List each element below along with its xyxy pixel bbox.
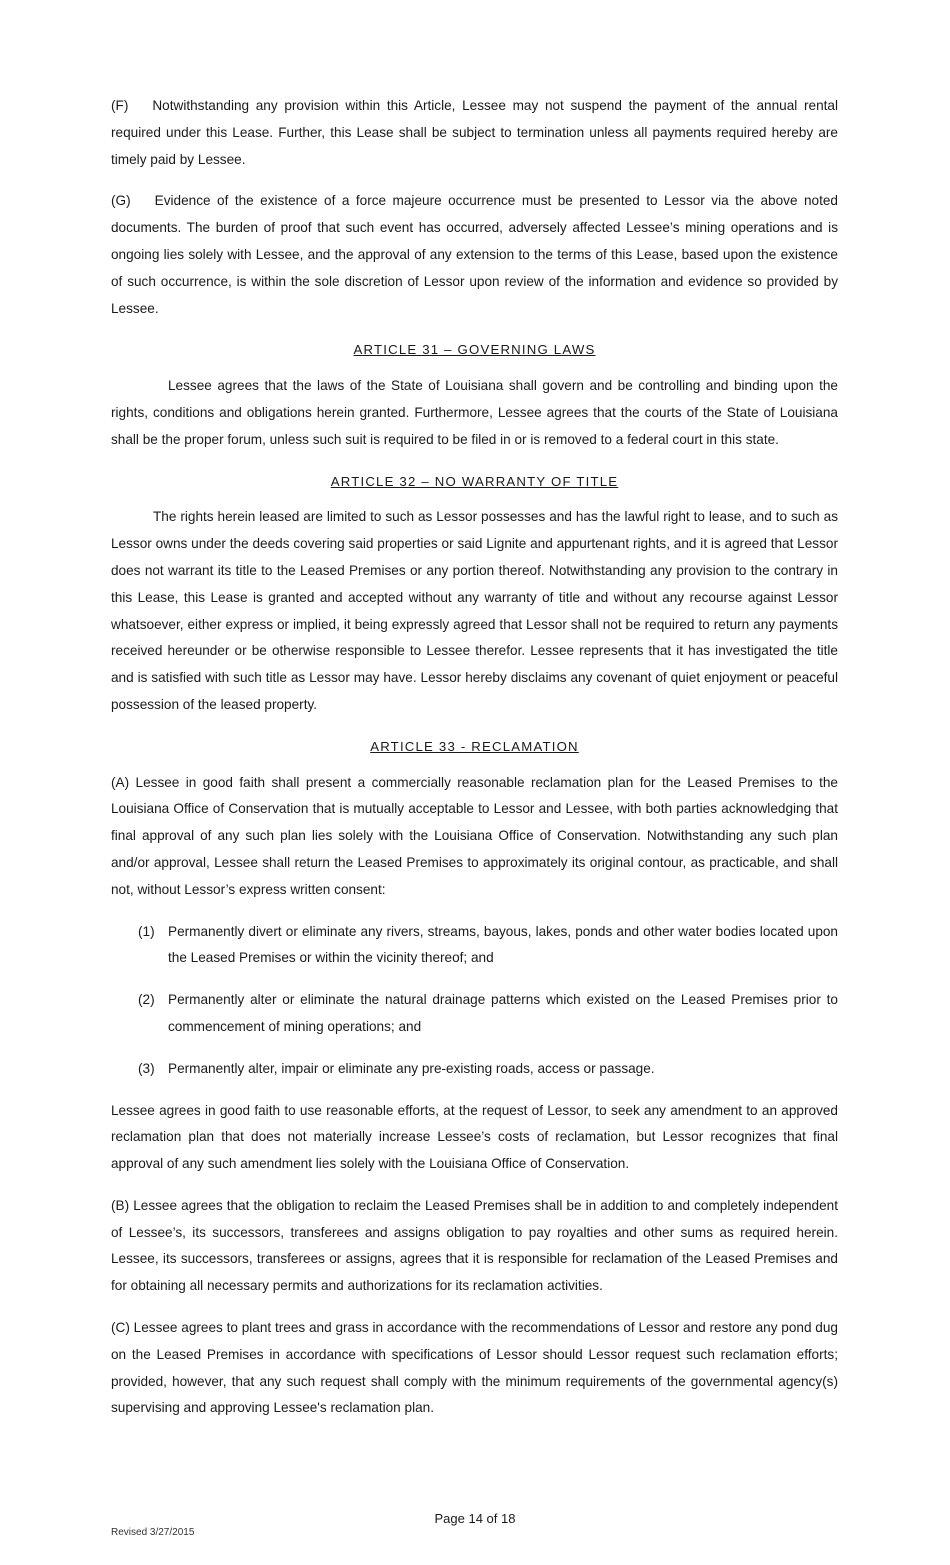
- list-item-number: (2): [138, 992, 155, 1008]
- paragraph-g: [111, 188, 838, 322]
- list-item-text: Permanently alter or eliminate the natural drainage patterns which existed on the Leased Premises prior to commencement of mining operations; and: [168, 992, 838, 1034]
- list-item: [138, 919, 838, 973]
- article-31-heading: ARTICLE 31 – GOVERNING LAWS: [353, 342, 596, 358]
- article-32-heading: ARTICLE 32 – NO WARRANTY OF TITLE: [330, 473, 619, 489]
- list-item-text: Permanently divert or eliminate any rivers, streams, bayous, lakes, ponds and other water bodies located upon the Leased Premises or within the vicinity thereof; and: [168, 923, 838, 966]
- list-item: [138, 987, 838, 1041]
- list-item-number: (1): [138, 923, 155, 939]
- paragraph-g-text: Evidence of the existence of a force majeure occurrence must be presented to Lessor via the above noted documents. The burden of proof that such event has occurred, adversely affected Lessee’s mining operations and is ongoing lies solely with Lessee, and the approval of any extension to the terms of this Lease, based upon the existence of such occurrence, is within the sole discretion of Lessor upon review of the information and evidence so provided by Lessee.: [111, 193, 838, 316]
- list-item: [138, 1056, 838, 1083]
- document-body: [111, 93, 838, 1437]
- paragraph-f: [111, 93, 838, 173]
- paragraph-f-label: (F): [111, 98, 129, 113]
- article-31-text: Lessee agrees that the laws of the State of Louisiana shall govern and be controlling and binding upon the rights, conditions and obligations herein granted. Furthermore, Lessee agrees that the courts of the State of Louisiana shall be the proper forum, unless such suit is required to be filed in or is removed to a federal court in this state.: [111, 378, 838, 447]
- article-33-heading: ARTICLE 33 - RECLAMATION: [370, 738, 579, 754]
- paragraph-f-text: Notwithstanding any provision within this Article, Lessee may not suspend the payment of the annual rental required under this Lease. Further, this Lease shall be subject to termination unless all payments required hereby are timely paid by Lessee.: [111, 98, 838, 167]
- page-number: Page 14 of 18: [434, 1511, 516, 1526]
- article-33-amendment-paragraph: Lessee agrees in good faith to use reasonable efforts, at the request of Lessor, to seek any amendment to an approved reclamation plan that does not materially increase Lessee’s costs of reclamation, but Lessor recognizes that final approval of any such amendment lies solely with the Louisiana Office of Conservation.: [111, 1102, 838, 1172]
- article-32-text: The rights herein leased are limited to such as Lessor possesses and has the lawful right to lease, and to such as Lessor owns under the deeds covering said properties or said Lignite and appurtenant rights, and it is agreed that Lessor does not warrant its title to the Leased Premises or any portion thereof. Notwithstanding any provision to the contrary in this Lease, this Lease is granted and accepted without any warranty of title and without any recourse against Lessor whatsoever, either express or implied, it being expressly agreed that Lessor shall not be required to return any payments received hereunder or be otherwise responsible to Lessee therefor. Lessee represents that it has investigated the title and is satisfied with such title as Lessor may have. Lessor hereby disclaims any covenant of quiet enjoyment or peaceful possession of the leased property.: [111, 509, 838, 712]
- list-item-text: Permanently alter, impair or eliminate any pre-existing roads, access or passage.: [168, 1060, 655, 1076]
- revision-date: Revised 3/27/2015: [111, 1527, 195, 1538]
- article-33-paragraph-b: (B) Lessee agrees that the obligation to reclaim the Leased Premises shall be in addition to and completely independent of Lessee’s, its successors, transferees and assigns obligation to pay royalties and other sums as required herein. Lessee, its successors, transferees or assigns, agrees that it is responsible for reclamation of the Leased Premises and for obtaining all necessary permits and authorizations for its reclamation activities.: [111, 1197, 838, 1294]
- paragraph-g-label: (G): [111, 193, 131, 209]
- article-33-paragraph-a: (A) Lessee in good faith shall present a commercially reasonable reclamation plan for the Leased Premises to the Louisiana Office of Conservation that is mutually acceptable to Lessor and Lessee, with both parties acknowledging that final approval of any such plan lies solely with the Louisiana Office of Conservation. Notwithstanding any such plan and/or approval, Lessee shall return the Leased Premises to approximately its original contour, as practicable, and shall not, without Lessor’s express written consent:: [111, 774, 838, 897]
- article-33-paragraph-c: (C) Lessee agrees to plant trees and grass in accordance with the recommendations of Lessor and restore any pond dug on the Leased Premises in accordance with specifications of Lessor should Lessor request such reclamation efforts; provided, however, that any such request shall comply with the minimum requirements of the governmental agency(s) supervising and approving Lessee's reclamation plan.: [111, 1320, 838, 1416]
- list-item-number: (3): [138, 1060, 155, 1076]
